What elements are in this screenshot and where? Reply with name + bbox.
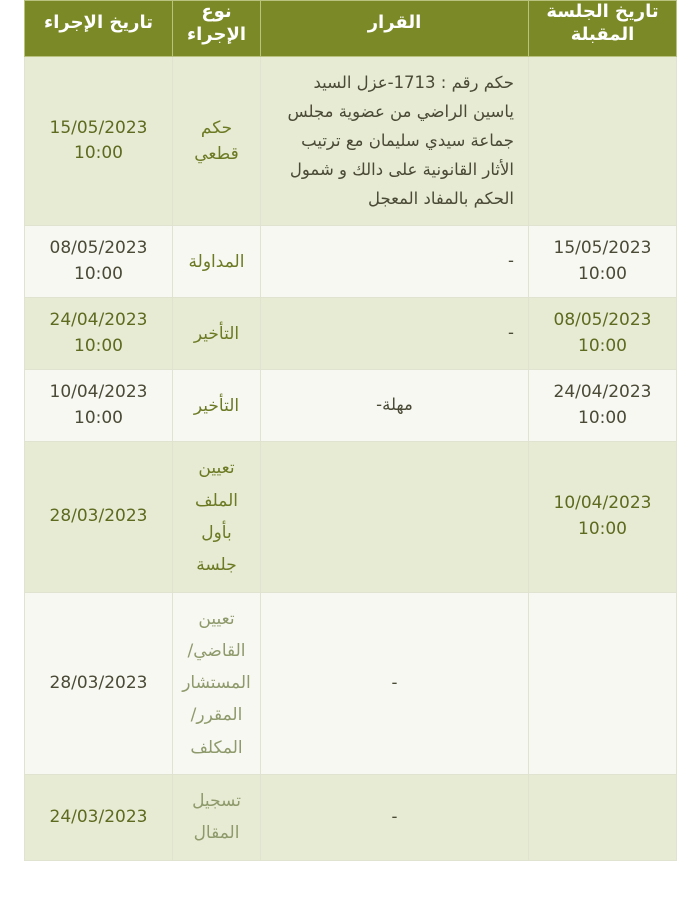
table-row bbox=[25, 592, 677, 774]
cell-procedure-type: التأخير bbox=[173, 370, 261, 442]
cell-procedure-type: التأخير bbox=[173, 298, 261, 370]
column-header-next-session-date: تاريخ الجلسة المقبلة bbox=[529, 1, 677, 57]
cell-procedure-date: 15/05/2023 10:00 bbox=[25, 57, 173, 226]
cell-procedure-type: تعيين الملف بأول جلسة bbox=[173, 442, 261, 592]
table-row bbox=[25, 298, 677, 370]
cell-next-session-date bbox=[529, 57, 677, 226]
cell-next-session-date: 08/05/2023 10:00 bbox=[529, 298, 677, 370]
column-header-procedure-type: نوع الإجراء bbox=[173, 1, 261, 57]
cell-procedure-date: 24/03/2023 bbox=[25, 775, 173, 861]
procedures-table bbox=[24, 0, 677, 861]
cell-procedure-date: 28/03/2023 bbox=[25, 592, 173, 774]
cell-procedure-date: 08/05/2023 10:00 bbox=[25, 226, 173, 298]
table-header bbox=[25, 1, 677, 57]
cell-next-session-date: 15/05/2023 10:00 bbox=[529, 226, 677, 298]
cell-next-session-date: 10/04/2023 10:00 bbox=[529, 442, 677, 592]
cell-decision: حكم رقم : 1713-عزل السيد ياسين الراضي من عضوية مجلس جماعة سيدي سليمان مع ترتيب الأثار القانونية على دالك و شمول الحكم بالمفاد المعجل bbox=[261, 57, 529, 226]
cell-procedure-date: 28/03/2023 bbox=[25, 442, 173, 592]
table-body bbox=[25, 57, 677, 861]
table-row bbox=[25, 442, 677, 592]
cell-procedure-type: المداولة bbox=[173, 226, 261, 298]
table-row bbox=[25, 226, 677, 298]
column-header-procedure-date: تاريخ الإجراء bbox=[25, 1, 173, 57]
cell-decision bbox=[261, 442, 529, 592]
cell-decision: - bbox=[261, 592, 529, 774]
cell-decision: - bbox=[261, 226, 529, 298]
cell-procedure-type: تسجيل المقال bbox=[173, 775, 261, 861]
cell-next-session-date bbox=[529, 775, 677, 861]
table-row bbox=[25, 775, 677, 861]
table-row bbox=[25, 370, 677, 442]
column-header-decision: القرار bbox=[261, 1, 529, 57]
cell-procedure-type: تعيين القاضي/ المستشار المقرر/ المكلف bbox=[173, 592, 261, 774]
cell-decision: - bbox=[261, 298, 529, 370]
cell-decision: - bbox=[261, 775, 529, 861]
cell-procedure-date: 24/04/2023 10:00 bbox=[25, 298, 173, 370]
cell-next-session-date: 24/04/2023 10:00 bbox=[529, 370, 677, 442]
cell-procedure-date: 10/04/2023 10:00 bbox=[25, 370, 173, 442]
cell-decision: مهلة- bbox=[261, 370, 529, 442]
cell-procedure-type: حكم قطعي bbox=[173, 57, 261, 226]
cell-next-session-date bbox=[529, 592, 677, 774]
table-row bbox=[25, 57, 677, 226]
